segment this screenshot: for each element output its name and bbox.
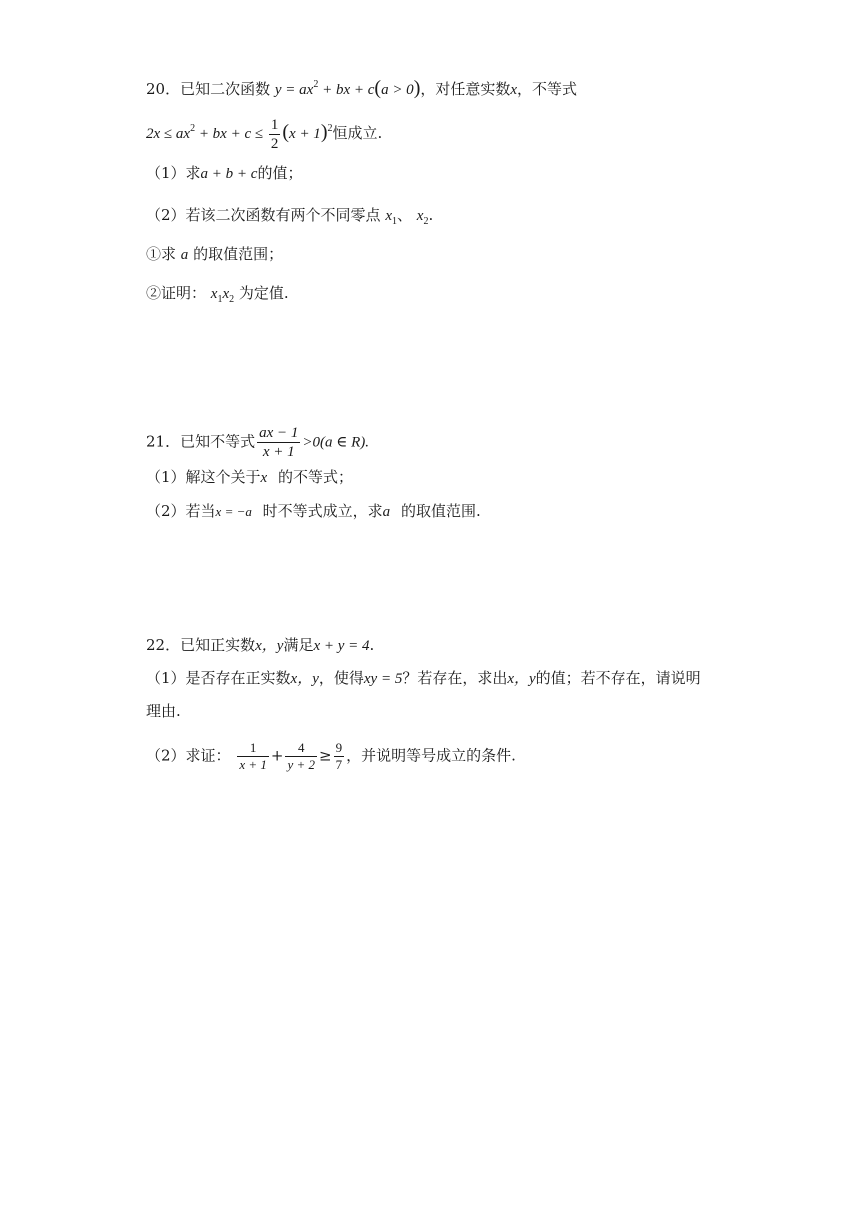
q22-part1-line2-text: 理由.	[146, 702, 181, 720]
q20-var-x: x	[510, 82, 518, 98]
q22-fraction-2	[285, 740, 317, 773]
q20-part2-label: （2）若该二次函数有两个不同零点	[146, 206, 381, 224]
q22-ge: ≥	[319, 746, 332, 765]
q20-inequality-line	[146, 116, 382, 153]
q20-part2	[146, 204, 433, 227]
q21-part1	[146, 466, 353, 489]
q22-part1-vars: x，y	[290, 671, 319, 687]
q20-stem	[146, 77, 577, 101]
q21-part2-label: （2）若当	[146, 502, 216, 520]
q20-number: 20．	[146, 80, 181, 98]
q20-sub2-label: ②证明：	[146, 284, 207, 302]
q20-sub1-label: ①求	[146, 245, 177, 263]
q22-fraction-1-num: 1	[237, 740, 269, 757]
q22-fraction-1-den: x + 1	[239, 757, 267, 772]
q21-part2-expr: x = −a	[215, 504, 252, 519]
q21-fraction	[257, 424, 300, 461]
q22-fraction-2-den: y + 2	[287, 757, 315, 772]
q22-part1-line1	[146, 667, 701, 690]
q20-zero-x2: $x_2$	[416, 208, 429, 227]
q21-number: 21．	[146, 432, 181, 451]
q20-part1	[146, 162, 302, 185]
q22-part1-expr: xy = 5	[363, 671, 403, 687]
q22-part1-c: ？若存在，求出	[402, 669, 508, 687]
q22-fraction-3-den: 7	[335, 757, 343, 772]
q20-sub2	[146, 282, 289, 305]
q20-inequality-tail: 恒成立.	[332, 123, 383, 142]
q21-intro: 已知不等式	[180, 432, 256, 451]
q20-part2-sep: 、	[397, 206, 413, 224]
q22-part2	[146, 740, 516, 773]
q22-part2-tail: ，并说明等号成立的条件.	[346, 746, 516, 765]
q20-intro: 已知二次函数	[180, 80, 271, 98]
q22-condition: x + y = 4	[313, 638, 370, 654]
q22-end: .	[369, 636, 375, 654]
q21-part1-var: x	[260, 470, 268, 486]
q21-part2-tail: 的取值范围.	[400, 502, 481, 520]
q22-fraction-2-num: 4	[285, 740, 317, 757]
q20-part1-tail: 的值；	[257, 164, 303, 182]
q22-part1-vars2: x，y	[507, 671, 536, 687]
q22-part1-a: （1）是否存在正实数	[146, 669, 291, 687]
q22-number: 22．	[146, 636, 181, 654]
q22-part1-b: ，使得	[318, 669, 364, 687]
q22-part1-d: 的值；若不存在，请说明	[535, 669, 701, 687]
q22-fraction-3-num: 9	[335, 740, 343, 755]
q20-condition-pre: ，对任意实数	[420, 80, 511, 98]
q22-intro: 已知正实数	[180, 636, 256, 654]
q21-fraction-numerator: ax − 1	[259, 425, 299, 441]
q21-rest: >0(a ∈ R).	[302, 434, 370, 451]
q21-stem	[146, 424, 369, 461]
q20-function: $y = ax^2$ + bx + c(a > 0)	[274, 77, 421, 99]
q22-part2-label: （2）求证：	[146, 746, 231, 765]
q20-inequality: $2x \le ax^2$ + bx + c ≤ $\frac{1}{2}$ $(x + 1)^2$	[146, 117, 333, 152]
q22-vars: x，y	[255, 638, 284, 654]
q20-part2-end: .	[428, 206, 434, 224]
q22-part1-line2	[146, 700, 181, 722]
q20-sub1	[146, 243, 283, 266]
q21-part2-var: a	[382, 504, 391, 520]
q22-fraction-1	[237, 740, 269, 773]
q20-part1-label: （1）求	[146, 164, 201, 182]
q21-part1-tail: 的不等式；	[278, 468, 354, 486]
q21-part2-mid: 时不等式成立，求	[262, 502, 383, 520]
q20-sub2-tail: 为定值.	[238, 284, 289, 302]
q22-plus: +	[270, 746, 284, 765]
q22-mid: 满足	[283, 636, 314, 654]
q20-sub1-var: a	[180, 247, 189, 263]
q21-part2	[146, 500, 481, 523]
q20-zero-x1: $x_1$	[385, 208, 397, 227]
q22-fraction-3	[334, 740, 345, 773]
q20-condition-post: ，不等式	[517, 80, 578, 98]
q20-part1-expr: a + b + c	[200, 166, 258, 182]
q21-fraction-denominator: x + 1	[262, 444, 295, 460]
q20-sub1-tail: 的取值范围；	[193, 245, 284, 263]
q21-part1-label: （1）解这个关于	[146, 468, 261, 486]
q20-sub2-expr: $x_1x_2$	[210, 286, 235, 305]
q22-stem	[146, 634, 374, 657]
